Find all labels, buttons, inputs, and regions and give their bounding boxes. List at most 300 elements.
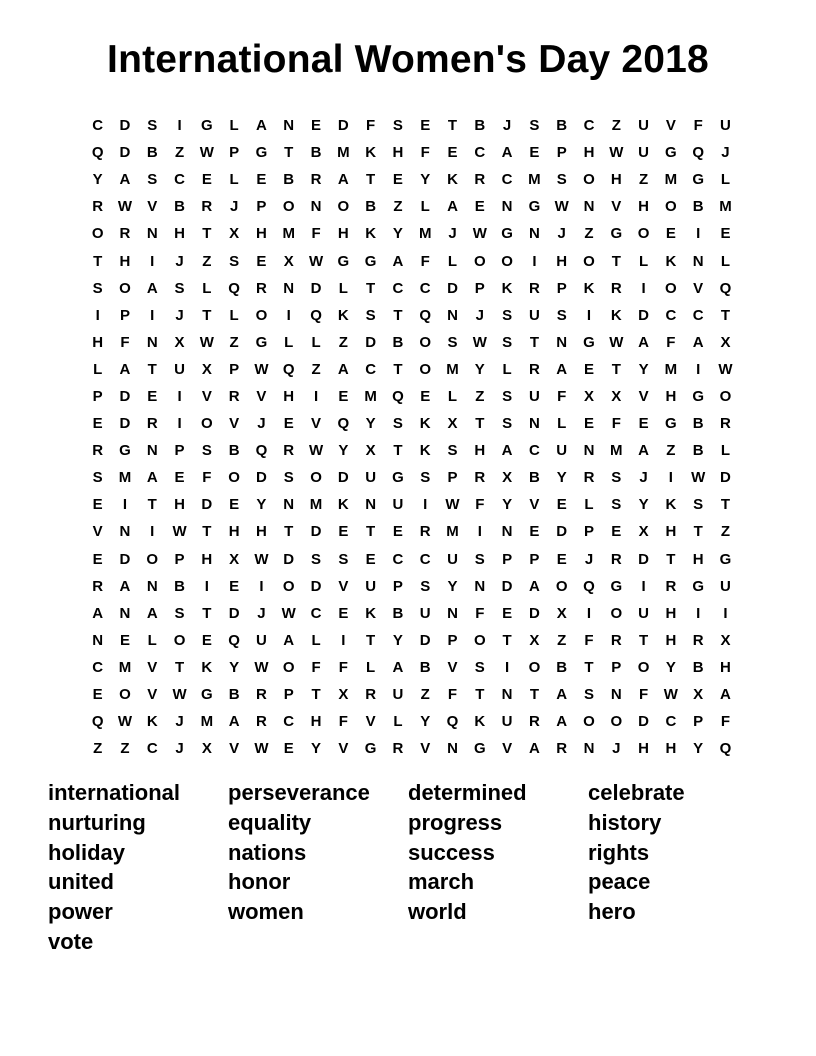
grid-letter: V [611,198,622,216]
grid-letter: A [283,631,295,649]
grid-letter: O [583,171,595,189]
grid-letter: P [174,442,185,460]
grid-letter: V [338,577,349,595]
grid-letter: F [311,658,321,676]
grid-letter: S [174,604,185,622]
grid-letter: A [146,604,158,622]
grid-letter: M [364,387,377,405]
grid-letter: P [229,360,240,378]
grid-letter: D [638,713,649,731]
grid-letter: R [310,171,322,189]
grid-letter: P [529,550,540,568]
grid-letter: L [229,306,239,324]
grid-letter: L [420,198,430,216]
grid-letter: F [584,631,594,649]
grid-letter: Q [255,442,268,460]
grid-letter: P [283,686,294,704]
grid-letter: Y [638,496,649,514]
grid-letter: L [311,631,321,649]
grid-letter: Y [638,360,649,378]
word-list-item: nurturing [48,809,146,835]
grid-letter: Z [666,442,676,460]
grid-letter: R [283,442,295,460]
grid-letter: O [282,198,295,216]
grid-letter: Q [310,306,322,324]
grid-letter: U [638,117,649,135]
grid-letter: T [720,306,731,324]
grid-letter: H [256,225,267,243]
grid-letter: G [665,144,677,162]
grid-letter: B [228,442,240,460]
grid-letter: S [174,279,185,297]
grid-letter: E [338,604,349,622]
grid-letter: R [528,279,540,297]
grid-letter: I [150,252,155,270]
grid-letter: O [91,225,104,243]
grid-letter: A [392,252,404,270]
grid-letter: N [447,604,458,622]
grid-letter: V [147,658,158,676]
grid-letter: I [723,604,728,622]
grid-letter: G [392,469,404,487]
grid-letter: S [311,550,322,568]
grid-letter: K [501,279,513,297]
grid-letter: E [665,225,676,243]
grid-letter: I [204,577,209,595]
grid-letter: X [638,523,649,541]
grid-letter: T [502,631,512,649]
grid-letter: E [392,523,403,541]
grid-letter: C [665,713,677,731]
grid-letter: Z [475,387,485,405]
grid-letter: J [584,550,594,568]
grid-letter: L [447,252,458,270]
grid-letter: I [668,469,673,487]
grid-letter: T [393,442,403,460]
grid-letter: K [337,306,349,324]
grid-letter: U [392,496,404,514]
grid-letter: S [147,171,158,189]
grid-letter: S [147,117,158,135]
grid-letter: V [420,740,431,758]
grid-letter: D [119,415,131,433]
grid-letter: V [229,415,240,433]
grid-letter: G [501,225,513,243]
grid-letter: K [201,658,213,676]
grid-letter: R [583,469,595,487]
grid-letter: I [423,496,428,514]
grid-letter: B [392,604,404,622]
grid-letter: Z [557,631,567,649]
grid-letter: B [692,198,704,216]
grid-letter: T [202,604,212,622]
grid-letter: C [501,171,513,189]
grid-letter: E [556,496,567,514]
grid-letter: X [283,252,294,270]
grid-letter: W [281,604,296,622]
grid-letter: R [610,279,622,297]
grid-letter: Z [174,144,185,162]
grid-letter: Y [311,740,322,758]
grid-letter: X [720,333,731,351]
grid-letter: Z [202,252,212,270]
word-list-item: hero [588,899,636,925]
grid-letter: Y [338,442,349,460]
grid-letter: X [693,686,704,704]
grid-letter: S [283,469,294,487]
grid-letter: H [337,225,349,243]
grid-letter: B [146,144,158,162]
grid-letter: U [556,442,568,460]
grid-letter: W [472,333,487,351]
grid-letter: M [337,144,350,162]
grid-letter: P [611,658,622,676]
grid-letter: B [692,442,704,460]
grid-letter: H [665,604,677,622]
grid-letter: I [696,360,701,378]
grid-letter: C [310,604,322,622]
grid-letter: S [229,252,240,270]
grid-letter: I [313,387,319,405]
grid-letter: E [119,631,130,649]
grid-letter: W [609,333,624,351]
grid-letter: S [365,306,376,324]
grid-letter: B [365,198,377,216]
grid-letter: U [720,577,731,595]
grid-letter: A [556,713,568,731]
grid-letter: R [92,442,104,460]
word-list-item: vote [48,928,94,954]
word-list-item: nations [228,839,307,865]
grid-letter: V [92,523,103,541]
grid-letter: O [255,306,268,324]
grid-letter: S [392,415,403,433]
grid-letter: V [229,740,240,758]
grid-letter: N [92,631,104,649]
grid-letter: T [393,306,403,324]
grid-letter: X [529,631,540,649]
grid-letter: H [692,550,704,568]
grid-letter: E [420,387,431,405]
grid-letter: M [118,469,132,487]
word-list-item: equality [228,809,312,835]
grid-letter: V [529,496,540,514]
grid-letter: H [474,442,486,460]
grid-letter: F [420,144,430,162]
grid-letter: M [719,198,732,216]
grid-letter: R [92,577,104,595]
grid-letter: R [256,686,267,704]
grid-letter: A [146,469,158,487]
grid-letter: R [610,631,622,649]
grid-letter: E [556,550,567,568]
grid-letter: M [418,225,432,243]
grid-letter: R [474,171,486,189]
grid-letter: S [92,279,103,297]
grid-letter: M [200,713,214,731]
grid-letter: R [528,713,540,731]
grid-letter: U [392,686,404,704]
grid-letter: S [92,469,103,487]
grid-letter: F [366,117,376,135]
grid-letter: E [392,171,403,189]
grid-letter: P [556,144,567,162]
grid-letter: C [474,144,486,162]
grid-letter: V [665,117,676,135]
grid-letter: A [337,171,349,189]
grid-letter: X [720,631,731,649]
grid-letter: C [692,306,704,324]
grid-letter: A [392,658,404,676]
grid-letter: J [257,604,266,622]
grid-letter: A [692,333,704,351]
grid-letter: P [693,713,704,731]
grid-letter: M [118,658,132,676]
grid-letter: H [256,523,267,541]
grid-letter: O [637,225,650,243]
grid-letter: W [554,198,569,216]
grid-letter: J [175,306,184,324]
grid-letter: G [719,550,732,568]
grid-letter: U [638,604,649,622]
grid-letter: B [528,469,540,487]
grid-letter: K [365,225,377,243]
grid-letter: W [199,333,214,351]
grid-letter: E [583,415,594,433]
word-list-item: rights [588,839,650,865]
grid-letter: F [475,496,485,514]
grid-letter: L [338,279,348,297]
grid-letter: I [641,279,646,297]
grid-letter: Z [120,740,130,758]
word-list-item: success [408,839,495,865]
grid-letter: J [612,740,621,758]
grid-letter: D [310,523,322,541]
grid-letter: D [310,577,322,595]
grid-letter: R [256,279,267,297]
grid-letter: Q [91,144,104,162]
grid-letter: E [256,252,267,270]
grid-letter: H [228,523,240,541]
word-list-item: history [588,809,662,835]
grid-letter: O [310,469,322,487]
grid-letter: N [146,225,158,243]
grid-letter: I [477,523,482,541]
grid-letter: L [147,631,157,649]
grid-letter: S [556,306,567,324]
grid-letter: W [117,198,133,216]
grid-letter: G [473,740,486,758]
grid-letter: T [611,252,621,270]
word-list-item: power [48,899,113,925]
grid-letter: M [309,496,323,514]
grid-letter: S [583,686,594,704]
grid-letter: T [447,117,458,135]
grid-letter: R [528,360,540,378]
grid-letter: E [147,387,158,405]
grid-letter: C [92,117,104,135]
grid-letter: E [174,469,185,487]
grid-letter: F [420,252,430,270]
grid-letter: F [338,658,348,676]
grid-letter: E [583,360,594,378]
grid-letter: N [556,333,568,351]
grid-letter: P [392,577,403,595]
grid-letter: J [175,713,184,731]
grid-letter: T [366,171,376,189]
grid-letter: T [366,523,376,541]
grid-letter: R [228,387,240,405]
grid-letter: I [696,225,701,243]
word-list-item: progress [408,809,503,835]
grid-letter: Y [392,225,403,243]
grid-letter: M [446,360,459,378]
grid-letter: W [172,523,187,541]
grid-letter: L [720,252,731,270]
grid-letter: T [529,686,539,704]
grid-letter: G [692,577,705,595]
grid-letter: Y [693,740,704,758]
grid-letter: D [119,117,131,135]
grid-letter: I [586,604,592,622]
grid-letter: O [473,631,486,649]
grid-letter: L [284,333,294,351]
grid-letter: E [92,496,103,514]
grid-letter: V [693,279,704,297]
grid-letter: X [556,604,567,622]
grid-letter: S [502,415,513,433]
grid-letter: P [447,469,458,487]
grid-letter: V [311,415,322,433]
grid-letter: W [445,496,460,514]
grid-letter: R [692,631,704,649]
grid-letter: G [255,333,268,351]
grid-letter: J [502,117,512,135]
grid-letter: O [719,387,732,405]
grid-letter: R [665,577,677,595]
grid-letter: F [611,415,621,433]
grid-letter: J [448,225,457,243]
grid-letter: O [528,658,541,676]
grid-letter: A [638,442,649,460]
grid-letter: S [392,117,403,135]
grid-letter: W [117,713,133,731]
grid-letter: T [720,496,731,514]
grid-letter: T [93,252,103,270]
grid-letter: X [229,550,240,568]
grid-letter: T [284,144,294,162]
grid-letter: U [720,117,731,135]
grid-letter: E [201,171,212,189]
grid-letter: D [283,550,295,568]
grid-letter: X [201,740,212,758]
grid-letter: Q [282,360,295,378]
grid-letter: H [610,171,622,189]
grid-letter: A [447,198,458,216]
grid-letter: E [474,198,485,216]
grid-letter: H [720,658,731,676]
word-list-item: perseverance [228,780,370,805]
grid-letter: Y [420,171,431,189]
word-list-item: world [408,899,467,925]
grid-letter: T [174,658,185,676]
grid-letter: D [447,279,458,297]
grid-letter: F [639,686,649,704]
grid-letter: I [259,577,264,595]
grid-letter: E [311,117,322,135]
grid-letter: G [665,415,677,433]
grid-letter: J [475,306,484,324]
grid-letter: Y [92,171,103,189]
grid-letter: B [283,171,295,189]
grid-letter: E [338,523,349,541]
grid-letter: O [583,252,595,270]
grid-letter: A [228,713,240,731]
grid-letter: M [664,171,678,189]
grid-letter: R [201,198,213,216]
grid-letter: K [365,144,377,162]
grid-letter: E [529,144,540,162]
grid-letter: L [557,415,567,433]
grid-letter: Q [692,144,705,162]
grid-letter: M [610,442,623,460]
grid-letter: B [174,577,185,595]
grid-letter: S [529,117,540,135]
grid-letter: O [146,550,159,568]
grid-letter: N [447,740,458,758]
grid-letter: R [610,550,622,568]
grid-letter: I [586,306,592,324]
grid-letter: S [502,333,513,351]
grid-letter: B [228,686,240,704]
grid-letter: I [341,631,346,649]
grid-letter: P [556,279,567,297]
grid-letter: O [665,279,677,297]
grid-letter: F [557,387,567,405]
grid-letter: D [119,144,131,162]
grid-letter: W [663,686,678,704]
grid-letter: F [311,225,321,243]
grid-letter: I [150,306,155,324]
grid-letter: W [254,740,269,758]
grid-letter: O [119,686,131,704]
grid-letter: I [532,252,537,270]
grid-letter: R [119,225,131,243]
grid-letter: U [528,387,540,405]
grid-letter: H [665,740,677,758]
grid-letter: D [638,306,649,324]
grid-letter: D [337,117,349,135]
grid-letter: C [419,550,431,568]
grid-letter: F [120,333,130,351]
grid-letter: R [365,686,377,704]
grid-letter: E [92,686,103,704]
grid-letter: G [119,442,131,460]
grid-letter: D [228,604,240,622]
grid-letter: L [639,252,649,270]
grid-letter: X [174,333,185,351]
grid-letter: F [720,713,731,731]
grid-letter: H [556,252,568,270]
grid-letter: G [528,198,541,216]
grid-letter: U [256,631,267,649]
grid-letter: F [338,713,348,731]
grid-letter: A [337,360,349,378]
grid-letter: H [392,144,404,162]
grid-letter: E [365,550,376,568]
grid-letter: K [365,604,377,622]
grid-letter: N [447,306,458,324]
